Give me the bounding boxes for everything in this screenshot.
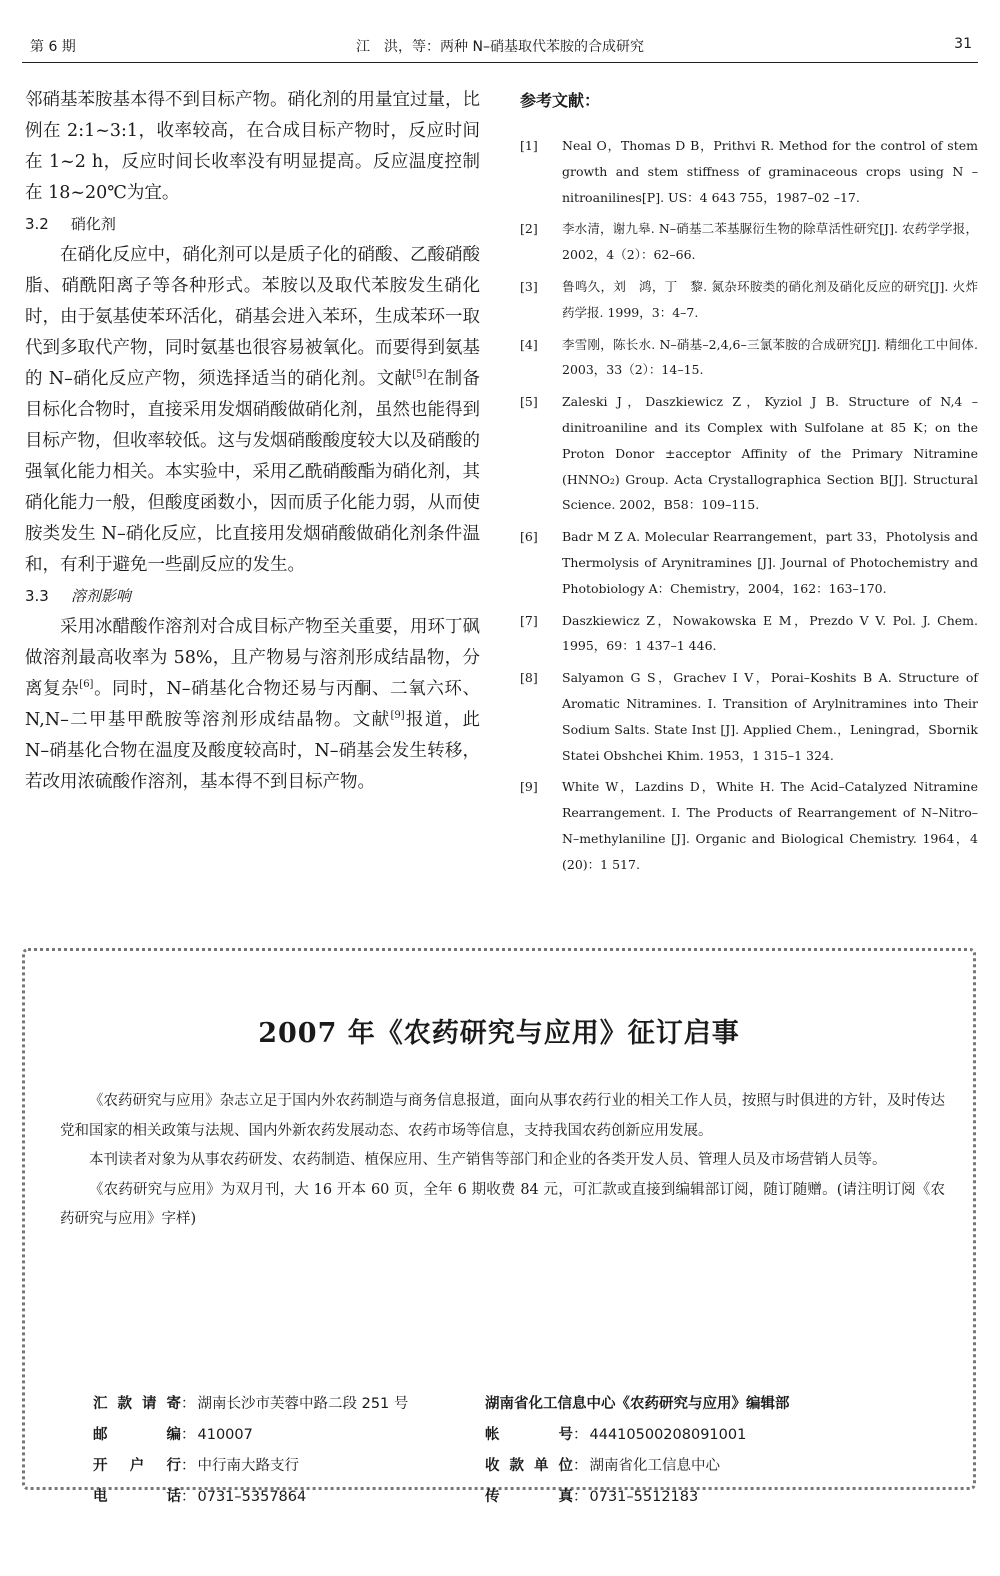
paragraph-nitrating-agent: [25, 240, 480, 581]
issue-label: 第 6 期: [30, 39, 76, 55]
contact-value: 湖南省化工信息中心《农药研究与应用》编辑部: [485, 1396, 790, 1412]
page-number: 31: [954, 36, 972, 52]
contact-value: 湖南省化工信息中心: [589, 1458, 720, 1474]
contact-value: 湖南长沙市芙蓉中路二段 251 号: [197, 1396, 409, 1412]
section-heading-3-2: [25, 209, 480, 240]
contact-value: 0731–5357864: [197, 1489, 307, 1505]
reference-number: [4]: [520, 336, 538, 352]
contact-row-payee: 收款单位： 湖南省化工信息中心: [485, 1451, 790, 1482]
contact-row-account: 帐 号： 44410500208091001: [485, 1420, 790, 1451]
reference-text: 鲁鸣久，刘 鸿，丁 黎. 氮杂环胺类的硝化剂及硝化反应的研究[J]. 火炸药学报. 1999，3：4–7.: [562, 278, 978, 320]
reference-number: [1]: [520, 138, 538, 153]
contact-value: 0731–5512183: [589, 1489, 699, 1505]
contact-label: 收款单位: [485, 1458, 573, 1474]
contact-label: 帐 号: [485, 1427, 573, 1443]
reference-text: 李雪刚，陈长水. N–硝基–2,4,6–三氯苯胺的合成研究[J]. 精细化工中间体. 2003，33（2）：14–15.: [562, 336, 978, 378]
reference-item: [520, 389, 978, 518]
reference-number: [7]: [520, 612, 538, 628]
reference-item: [520, 332, 978, 384]
reference-item: [520, 524, 978, 601]
paragraph-text: 报道，此 N–硝基化合物在温度及酸度较高时，N–硝基会发生转移，若改用浓硫酸作溶剂，基本得不到目标产物。: [25, 710, 481, 792]
contact-label: 汇款请寄: [93, 1396, 181, 1412]
section-number: 3.3: [25, 587, 49, 605]
contact-row-bank: 开 户 行： 中行南大路支行: [93, 1451, 408, 1482]
reference-item: [520, 774, 978, 877]
reference-item: [520, 274, 978, 326]
references-column: [520, 88, 978, 884]
contact-value: 44410500208091001: [589, 1427, 747, 1443]
section-title: 硝化剂: [70, 215, 116, 233]
notice-paragraph: 本刊读者对象为从事农药研发、农药制造、植保应用、生产销售等部门和企业的各类开发人员、管理人员及市场营销人员等。: [89, 1152, 887, 1168]
notice-body: [60, 1087, 945, 1235]
references-title: 参考文献：: [520, 91, 601, 110]
notice-paragraph: 《农药研究与应用》杂志立足于国内外农药制造与商务信息报道，面向从事农药行业的相关工作人员，按照与时俱进的方针，及时传达党和国家的相关政策与法规、国内外新农药发展动态、农药市场等信息，支持我国农药创新应用发展。: [60, 1093, 945, 1139]
contact-row-remit-address: 汇款请寄： 湖南长沙市芙蓉中路二段 251 号: [93, 1389, 408, 1420]
body-left-column: [25, 85, 480, 798]
contact-row-postcode: 邮 编： 410007: [93, 1420, 408, 1451]
contact-row-editorial-office: [485, 1389, 790, 1420]
section-heading-3-3: [25, 581, 480, 612]
reference-number: [6]: [520, 529, 538, 545]
reference-number: [8]: [520, 670, 538, 686]
reference-item: [520, 216, 978, 268]
citation-6[interactable]: [6]: [79, 679, 94, 691]
reference-item: [520, 133, 978, 210]
reference-number: [3]: [520, 278, 538, 294]
contact-block-right: [485, 1389, 790, 1513]
notice-title: 2007 年《农药研究与应用》征订启事: [258, 1018, 740, 1049]
contact-label: 电 话: [93, 1489, 181, 1505]
section-number: 3.2: [25, 215, 49, 233]
paragraph-text: 。同时，N–硝基化合物还易与丙酮、二氧六环、N,N–二甲基甲酰胺等溶剂形成结晶物。文献: [25, 679, 481, 730]
reference-number: [9]: [520, 779, 538, 795]
paragraph-text: 在硝化反应中，硝化剂可以是质子化的硝酸、乙酸硝酸脂、硝酰阳离子等各种形式。苯胺以及取代苯胺发生硝化时，由于氨基使苯环活化，硝基会进入苯环，生成苯环一取代到多取代产物，同时氨基也很容易被氧化。而要得到氨基的 N–硝化反应产物，须选择适当的硝化剂。文献: [25, 245, 480, 389]
reference-number: [5]: [520, 394, 538, 410]
reference-text: 李水清，谢九皋. N–硝基二苯基脲衍生物的除草活性研究[J]. 农药学学报，2002，4（2）：62–66.: [562, 221, 978, 263]
contact-label: 邮 编: [93, 1427, 181, 1443]
subscription-notice-box: [22, 948, 976, 1505]
reference-item: [520, 665, 978, 768]
paragraph-continuation: 邻硝基苯胺基本得不到目标产物。硝化剂的用量宜过量，比例在 2:1~3:1，收率较高，在合成目标产物时，反应时间在 1~2 h，反应时间长收率没有明显提高。反应温度控制在 18~20℃为宜。: [25, 90, 480, 203]
reference-text: White W，Lazdins D，White H. The Acid–Catalyzed Nitramine Rearrangement. I. The Products of Rearrangement of N–Nitro–N–methylaniline [J]. Organic and Biological Chemistry. 1964，4 (20)：1 517.: [562, 779, 978, 872]
contact-block-left: [93, 1389, 408, 1513]
paragraph-text: 在制备目标化合物时，直接采用发烟硝酸做硝化剂，虽然也能得到目标产物，但收率较低。这与发烟硝酸酸度较大以及硝酸的强氧化能力相关。本实验中，采用乙酰硝酸酯为硝化剂，其硝化能力一般，但酸度函数小，因而质子化能力弱，从而使胺类发生 N–硝化反应，比直接用发烟硝酸做硝化剂条件温和，有利于避免一些副反应的发生。: [25, 369, 481, 575]
contact-row-phone: 电 话： 0731–5357864: [93, 1482, 408, 1513]
contact-label: 开 户 行: [93, 1458, 181, 1474]
reference-number: [2]: [520, 221, 538, 237]
reference-text: Badr M Z A. Molecular Rearrangement，part 33，Photolysis and Thermolysis of Arynitramines [J]. Journal of Photochemistry and Photobiology A：Chemistry，2004，162：163–170.: [562, 529, 978, 596]
section-title: 溶剂影响: [70, 587, 131, 605]
citation-9[interactable]: [9]: [390, 710, 405, 722]
running-title: 江 洪，等：两种 N–硝基取代苯胺的合成研究: [356, 39, 644, 55]
running-header: [22, 0, 978, 63]
contact-row-fax: 传 真： 0731–5512183: [485, 1482, 790, 1513]
reference-text: Daszkiewicz Z，Nowakowska E M，Prezdo V V. Pol. J. Chem. 1995，69：1 437–1 446.: [562, 612, 978, 654]
contact-label: 传 真: [485, 1489, 573, 1505]
citation-5[interactable]: [5]: [412, 369, 427, 381]
notice-paragraph: 《农药研究与应用》为双月刊，大 16 开本 60 页，全年 6 期收费 84 元，可汇款或直接到编辑部订阅，随订随赠。(请注明订阅《农药研究与应用》字样): [60, 1181, 945, 1227]
reference-text: Neal O，Thomas D B，Prithvi R. Method for the control of stem growth and stem stiffness of graminaceous crops using N – nitroanilines[P]. US：4 643 755，1987–02 –17.: [562, 138, 978, 205]
contact-value: 410007: [197, 1427, 253, 1443]
paragraph-text: 采用冰醋酸作溶剂对合成目标产物至关重要，用环丁砜做溶剂最高收率为 58%，且产物易与溶剂形成结晶物，分离复杂: [25, 617, 480, 699]
contact-value: 中行南大路支行: [197, 1458, 299, 1474]
paragraph-solvent-effect: [25, 612, 480, 798]
reference-text: Salyamon G S，Grachev I V，Porai–Koshits B A. Structure of Aromatic Nitramines. I. Transition of Arylnitramines into Their Sodium Salts. State Inst [J]. Applied Chem.，Leningrad，Sbornik Statei Obshchei Khim. 1953，1 315–1 324.: [562, 670, 978, 763]
reference-item: [520, 608, 978, 660]
reference-text: Zaleski J，Daszkiewicz Z，Kyziol J B. Structure of N,4 – dinitroaniline and its Complex with Sulfolane at 85 K；on the Proton Donor ±acceptor Affinity of the Primary Nitramine (HNNO₂) Group. Acta Crystallographica Section B[J]. Structural Science. 2002，B58：109–115.: [562, 394, 978, 513]
